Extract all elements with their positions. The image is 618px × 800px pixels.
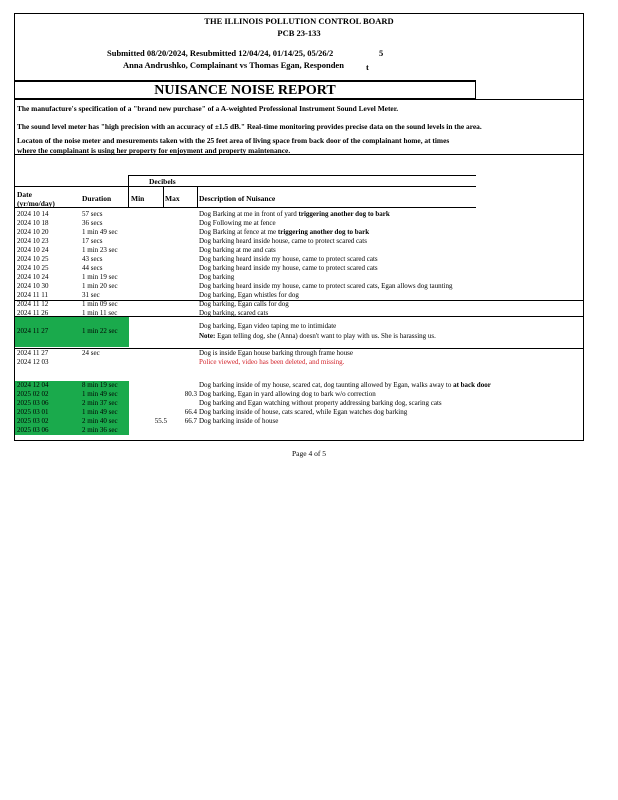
- row-date: 2024 10 25: [17, 264, 49, 272]
- row-date: 2024 10 14: [17, 210, 49, 218]
- row-duration: 8 min 19 sec: [82, 381, 118, 389]
- row-desc: Dog barking heard inside house, came to protect scared cats: [199, 237, 367, 245]
- row-date: 2025 03 01: [17, 408, 49, 416]
- paragraph-location: Locaton of the noise meter and mesurements taken with the 25 feet area of living space from back door of the complainant home, at times where the complainant is using her property for enjoyment and property maintenance.: [17, 136, 450, 155]
- board-name: THE ILLINOIS POLLUTION CONTROL BOARD: [204, 16, 394, 26]
- row-desc: Dog barking heard inside my house, came to protect scared cats: [199, 255, 378, 263]
- row-desc: Dog barking inside of house: [199, 417, 279, 425]
- row-date: 2025 02 02: [17, 390, 49, 398]
- row-desc: Dog barking: [199, 273, 235, 281]
- row-duration: 17 secs: [82, 237, 103, 245]
- row-date: 2024 10 23: [17, 237, 49, 245]
- col-min-header: Min: [131, 194, 145, 203]
- case-number: PCB 23-133: [277, 28, 321, 38]
- decibels-top-rule: [128, 175, 476, 176]
- row-desc: Dog barking, scared cats: [199, 309, 269, 317]
- col-date-header: Date (yr/mo/day): [17, 190, 55, 208]
- col-divider-max: [163, 186, 164, 208]
- decibels-group-header: Decibels: [149, 177, 176, 186]
- row-desc: Dog barking, Egan video taping me to intimidate: [199, 322, 337, 330]
- row-duration: 1 min 19 sec: [82, 273, 118, 281]
- row-date: 2024 10 20: [17, 228, 49, 236]
- row-desc: Dog Following me at fence: [199, 219, 276, 227]
- row-max-db: 80.3: [184, 390, 197, 398]
- row-date: 2024 12 03: [17, 358, 49, 366]
- col-max-header: Max: [165, 194, 180, 203]
- row-desc: Dog barking, Egan whistles for dog: [199, 291, 299, 299]
- row-desc: Dog barking heard inside my house, came to protect scared cats, Egan allows dog taunting: [199, 282, 453, 290]
- paragraph-accuracy: The sound level meter has "high precision with an accuracy of ±1.5 dB." Real-time monitoring provides precise data on the sound levels in the area.: [17, 122, 482, 131]
- row-duration: 31 sec: [82, 291, 100, 299]
- report-frame: [14, 13, 584, 441]
- submitted-line: Submitted 08/20/2024, Resubmitted 12/04/24, 01/14/25, 05/26/2: [107, 48, 334, 58]
- row-duration: 2 min 37 sec: [82, 399, 118, 407]
- row-duration: 36 secs: [82, 219, 103, 227]
- row-date: 2024 10 24: [17, 273, 49, 281]
- row-min-db: 55.5: [154, 417, 167, 425]
- row-desc: Dog barking at me and cats: [199, 246, 276, 254]
- row-max-db: 66.4: [184, 408, 197, 416]
- intro-top-rule: [15, 99, 583, 100]
- row-desc-police: Police viewed, video has been deleted, and missing.: [199, 358, 345, 366]
- submitted-suffix: 5: [379, 48, 384, 58]
- col-desc-header: Description of Nuisance: [199, 194, 276, 203]
- row-date: 2024 11 12: [17, 300, 49, 308]
- row-max-db: 66.7: [184, 417, 197, 425]
- row-date: 2024 11 26: [17, 309, 49, 317]
- row-duration: 1 min 49 sec: [82, 228, 118, 236]
- row-duration: 43 secs: [82, 255, 103, 263]
- row-note: Note: Egan telling dog, she (Anna) doesn't want to play with us. She is harassing us.: [199, 332, 436, 340]
- row-duration: 1 min 20 sec: [82, 282, 118, 290]
- row-date: 2024 12 04: [17, 381, 49, 389]
- row-date: 2025 03 02: [17, 417, 49, 425]
- row-date: 2024 10 24: [17, 246, 49, 254]
- row-desc: Dog barking heard inside my house, came to protect scared cats: [199, 264, 378, 272]
- row-desc: Dog barking, Egan calls for dog: [199, 300, 289, 308]
- intro-bottom-rule: [15, 154, 583, 155]
- parties-line: Anna Andrushko, Complainant vs Thomas Egan, Responden: [123, 60, 344, 70]
- row-duration: 1 min 22 sec: [82, 327, 118, 335]
- row-duration: 1 min 11 sec: [82, 309, 118, 317]
- column-header-row: [15, 186, 476, 208]
- row-desc: Dog barking inside of my house, scared cat, dog taunting allowed by Egan, walks away to at back door: [199, 381, 491, 389]
- row-duration: 1 min 09 sec: [82, 300, 118, 308]
- row-duration: 2 min 40 sec: [82, 417, 118, 425]
- parties-suffix: t: [366, 62, 369, 72]
- row-desc: Dog Barking at fence at me triggering another dog to bark: [199, 228, 370, 236]
- col-divider-min: [128, 175, 129, 208]
- report-title: NUISANCE NOISE REPORT: [15, 81, 476, 99]
- col-divider-desc: [197, 186, 198, 208]
- row-duration: 44 secs: [82, 264, 103, 272]
- row-desc: Dog barking and Egan watching without property addressing barking dog, scaring cats: [199, 399, 442, 407]
- row-date: 2024 11 11: [17, 291, 48, 299]
- row-desc: Dog barking, Egan in yard allowing dog to bark w/o correction: [199, 390, 376, 398]
- row-date: 2024 10 25: [17, 255, 49, 263]
- row-duration: 1 min 49 sec: [82, 408, 118, 416]
- row-desc: Dog barking inside of house, cats scared, while Egan watches dog barking: [199, 408, 408, 416]
- row-date: 2024 10 30: [17, 282, 49, 290]
- row-date: 2024 10 18: [17, 219, 49, 227]
- col-duration-header: Duration: [82, 194, 112, 203]
- row-date: 2025 03 06: [17, 399, 49, 407]
- paragraph-meter-spec: The manufacture's specification of a "brand new purchase" of a A-weighted Professional Instrument Sound Level Meter.: [17, 104, 399, 113]
- row-date: 2024 11 27: [17, 327, 49, 335]
- row-duration: 57 secs: [82, 210, 103, 218]
- row-desc: Dog Barking at me in front of yard triggering another dog to bark: [199, 210, 390, 218]
- row-desc: Dog is inside Egan house barking through frame house: [199, 349, 353, 357]
- row-date: 2024 11 27: [17, 349, 49, 357]
- row-date: 2025 03 06: [17, 426, 49, 434]
- row-duration: 1 min 23 sec: [82, 246, 118, 254]
- row-duration: 2 min 36 sec: [82, 426, 118, 434]
- row-duration: 1 min 49 sec: [82, 390, 118, 398]
- page-number: Page 4 of 5: [292, 449, 326, 458]
- row-duration: 24 sec: [82, 349, 100, 357]
